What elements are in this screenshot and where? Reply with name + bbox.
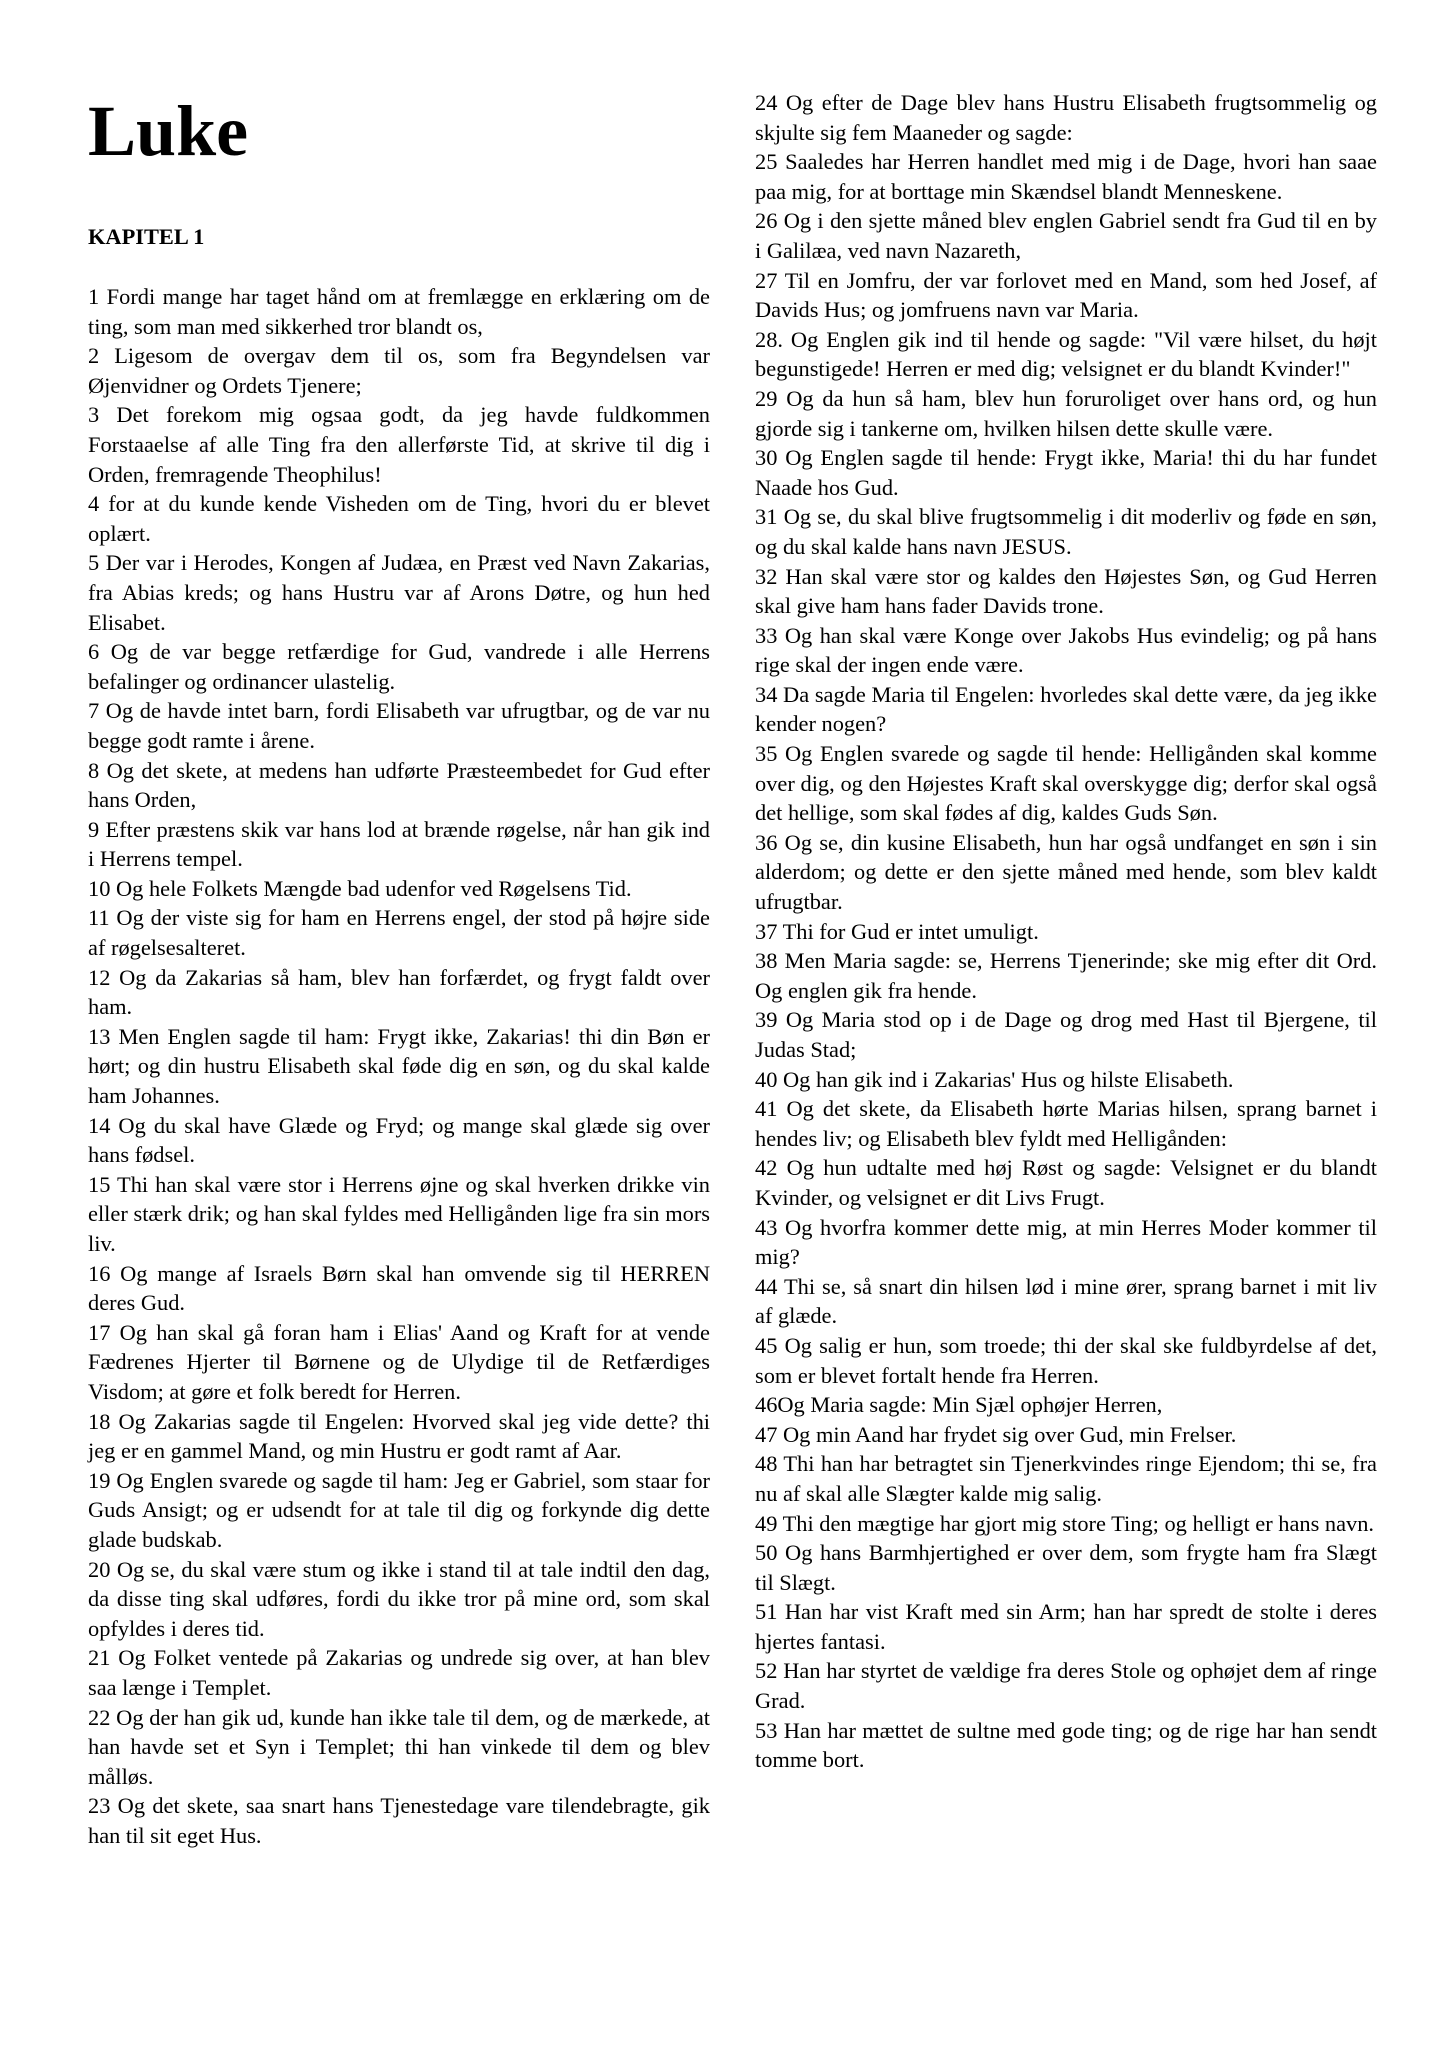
verse-18: 18 Og Zakarias sagde til Engelen: Hvorved skal jeg vide dette? thi jeg er en gammel Mand, og min Hustru er godt ramt af Aar. — [88, 1408, 710, 1464]
verse-43: 43 Og hvorfra kommer dette mig, at min Herres Moder kommer til mig? — [755, 1214, 1377, 1270]
book-title: Luke — [88, 91, 249, 171]
verse-5: 5 Der var i Herodes, Kongen af Judæa, en Præst ved Navn Zakarias, fra Abias kreds; og hans Hustru var af Arons Døtre, og hun hed Elisabet. — [88, 550, 710, 635]
verse-31: 31 Og se, du skal blive frugtsommelig i dit moderliv og føde en søn, og du skal kalde hans navn JESUS. — [755, 504, 1377, 559]
verse-6: 6 Og de var begge retfærdige for Gud, vandrede i alle Herrens befalinger og ordinancer ulastelig. — [88, 639, 710, 694]
verse-27: 27 Til en Jomfru, der var forlovet med en Mand, som hed Josef, af Davids Hus; og jomfruens navn var Maria. — [755, 267, 1377, 323]
verse-50: 50 Og hans Barmhjertighed er over dem, som frygte ham fra Slægt til Slægt. — [755, 1540, 1377, 1595]
verse-19: 19 Og Englen svarede og sagde til ham: Jeg er Gabriel, som staar for Guds Ansigt; og er udsendt for at tale til dig og forkynde dig dette glade budskab. — [88, 1467, 710, 1552]
right-column — [755, 88, 1377, 1775]
verse-36: 36 Og se, din kusine Elisabeth, hun har også undfanget en søn i sin alderdom; og dette er den sjette måned med hende, som blev kaldt ufrugtbar. — [755, 829, 1377, 915]
verse-8: 8 Og det skete, at medens han udførte Præsteembedet for Gud efter hans Orden, — [88, 757, 710, 813]
verse-20: 20 Og se, du skal være stum og ikke i stand til at tale indtil den dag, da disse ting skal udføres, fordi du ikke tror på mine ord, som skal opfyldes i deres tid. — [88, 1556, 710, 1641]
verse-10: 10 Og hele Folkets Mængde bad udenfor ved Røgelsens Tid. — [88, 875, 632, 901]
left-column — [88, 0, 710, 1850]
verse-41: 41 Og det skete, da Elisabeth hørte Marias hilsen, sprang barnet i hendes liv; og Elisabeth blev fyldt med Helligånden: — [755, 1096, 1377, 1151]
verse-22: 22 Og der han gik ud, kunde han ikke tale til dem, og de mærkede, at han havde set et Syn i Templet; thi han vinkede til dem og blev målløs. — [88, 1704, 710, 1789]
verse-28: 28. Og Englen gik ind til hende og sagde: "Vil være hilset, du højt begunstigede! Herren er med dig; velsignet er du blandt Kvinder!" — [755, 326, 1377, 382]
verse-24: 24 Og efter de Dage blev hans Hustru Elisabeth frugtsommelig og skjulte sig fem Maaneder og sagde: — [755, 90, 1377, 145]
verse-25: 25 Saaledes har Herren handlet med mig i de Dage, hvori han saae paa mig, for at borttage min Skændsel blandt Menneskene. — [755, 149, 1377, 204]
verse-38: 38 Men Maria sagde: se, Herrens Tjenerinde; ske mig efter dit Ord. Og englen gik fra hende. — [755, 948, 1377, 1003]
verse-48: 48 Thi han har betragtet sin Tjenerkvindes ringe Ejendom; thi se, fra nu af skal alle Slægter kalde mig salig. — [755, 1451, 1377, 1506]
verse-39: 39 Og Maria stod op i de Dage og drog med Hast til Bjergene, til Judas Stad; — [755, 1007, 1377, 1062]
verse-52: 52 Han har styrtet de vældige fra deres Stole og ophøjet dem af ringe Grad. — [755, 1658, 1377, 1714]
verse-1: 1 Fordi mange har taget hånd om at fremlægge en erklæring om de ting, som man med sikkerhed tror blandt os, — [88, 284, 710, 339]
verse-34: 34 Da sagde Maria til Engelen: hvorledes skal dette være, da jeg ikke kender nogen? — [755, 681, 1377, 737]
verse-23: 23 Og det skete, saa snart hans Tjenestedage vare tilendebragte, gik han til sit eget Hus. — [88, 1793, 710, 1848]
verse-14: 14 Og du skal have Glæde og Fryd; og mange skal glæde sig over hans fødsel. — [88, 1112, 710, 1168]
verse-9: 9 Efter præstens skik var hans lod at brænde røgelse, når han gik ind i Herrens tempel. — [88, 816, 710, 872]
chapter-heading: KAPITEL 1 — [88, 224, 205, 249]
verse-16: 16 Og mange af Israels Børn skal han omvende sig til HERREN deres Gud. — [88, 1260, 710, 1316]
verse-21: 21 Og Folket ventede på Zakarias og undrede sig over, at han blev saa længe i Templet. — [88, 1645, 710, 1700]
verse-15: 15 Thi han skal være stor i Herrens øjne og skal hverken drikke vin eller stærk drik; og han skal fyldes med Helligånden lige fra sin mors liv. — [88, 1171, 710, 1256]
verse-51: 51 Han har vist Kraft med sin Arm; han har spredt de stolte i deres hjertes fantasi. — [755, 1599, 1377, 1654]
verse-2: 2 Ligesom de overgav dem til os, som fra Begyndelsen var Øjenvidner og Ordets Tjenere; — [88, 343, 710, 398]
verse-37: 37 Thi for Gud er intet umuligt. — [755, 918, 1039, 944]
verse-11: 11 Og der viste sig for ham en Herrens engel, der stod på højre side af røgelsesalteret. — [88, 905, 710, 961]
verse-47: 47 Og min Aand har frydet sig over Gud, min Frelser. — [755, 1421, 1237, 1447]
verse-35: 35 Og Englen svarede og sagde til hende: Helligånden skal komme over dig, og den Højestes Kraft skal overskygge dig; derfor skal også det hellige, som skal fødes af dig, kaldes Guds Søn. — [755, 741, 1377, 826]
verse-30: 30 Og Englen sagde til hende: Frygt ikke, Maria! thi du har fundet Naade hos Gud. — [755, 445, 1377, 500]
verse-32: 32 Han skal være stor og kaldes den Højestes Søn, og Gud Herren skal give ham hans fader Davids trone. — [755, 563, 1377, 619]
verse-40: 40 Og han gik ind i Zakarias' Hus og hilste Elisabeth. — [755, 1066, 1234, 1092]
verse-33: 33 Og han skal være Konge over Jakobs Hus evindelig; og på hans rige skal der ingen ende være. — [755, 622, 1377, 678]
verse-7: 7 Og de havde intet barn, fordi Elisabeth var ufrugtbar, og de var nu begge godt ramte i årene. — [88, 698, 710, 753]
verse-45: 45 Og salig er hun, som troede; thi der skal ske fuldbyrdelse af det, som er blevet fortalt hende fra Herren. — [755, 1332, 1377, 1388]
verse-12: 12 Og da Zakarias så ham, blev han forfærdet, og frygt faldt over ham. — [88, 964, 710, 1020]
verse-26: 26 Og i den sjette måned blev englen Gabriel sendt fra Gud til en by i Galilæa, ved navn Nazareth, — [755, 208, 1377, 263]
verse-42: 42 Og hun udtalte med høj Røst og sagde: Velsignet er du blandt Kvinder, og velsignet er dit Livs Frugt. — [755, 1155, 1377, 1210]
verse-13: 13 Men Englen sagde til ham: Frygt ikke, Zakarias! thi din Bøn er hørt; og din hustru Elisabeth skal føde dig en søn, og du skal kalde ham Johannes. — [88, 1023, 710, 1109]
verse-49: 49 Thi den mægtige har gjort mig store Ting; og helligt er hans navn. — [755, 1510, 1375, 1536]
verse-4: 4 for at du kunde kende Visheden om de Ting, hvori du er blevet oplært. — [88, 491, 710, 546]
verse-29: 29 Og da hun så ham, blev hun foruroliget over hans ord, og hun gjorde sig i tankerne om, hvilken hilsen dette skulle være. — [755, 385, 1377, 441]
verse-3: 3 Det forekom mig ogsaa godt, da jeg havde fuldkommen Forstaaelse af alle Ting fra den allerførste Tid, at skrive til dig i Orden, fremragende Theophilus! — [88, 402, 710, 487]
verse-17: 17 Og han skal gå foran ham i Elias' Aand og Kraft for at vende Fædrenes Hjerter til Børnene og de Ulydige til de Retfærdiges Visdom; at gøre et folk beredt for Herren. — [88, 1319, 710, 1404]
verse-46: 46Og Maria sagde: Min Sjæl ophøjer Herren, — [755, 1392, 1163, 1418]
verse-44: 44 Thi se, så snart din hilsen lød i mine ører, sprang barnet i mit liv af glæde. — [755, 1273, 1377, 1329]
verse-53: 53 Han har mættet de sultne med gode ting; og de rige har han sendt tomme bort. — [755, 1717, 1377, 1773]
